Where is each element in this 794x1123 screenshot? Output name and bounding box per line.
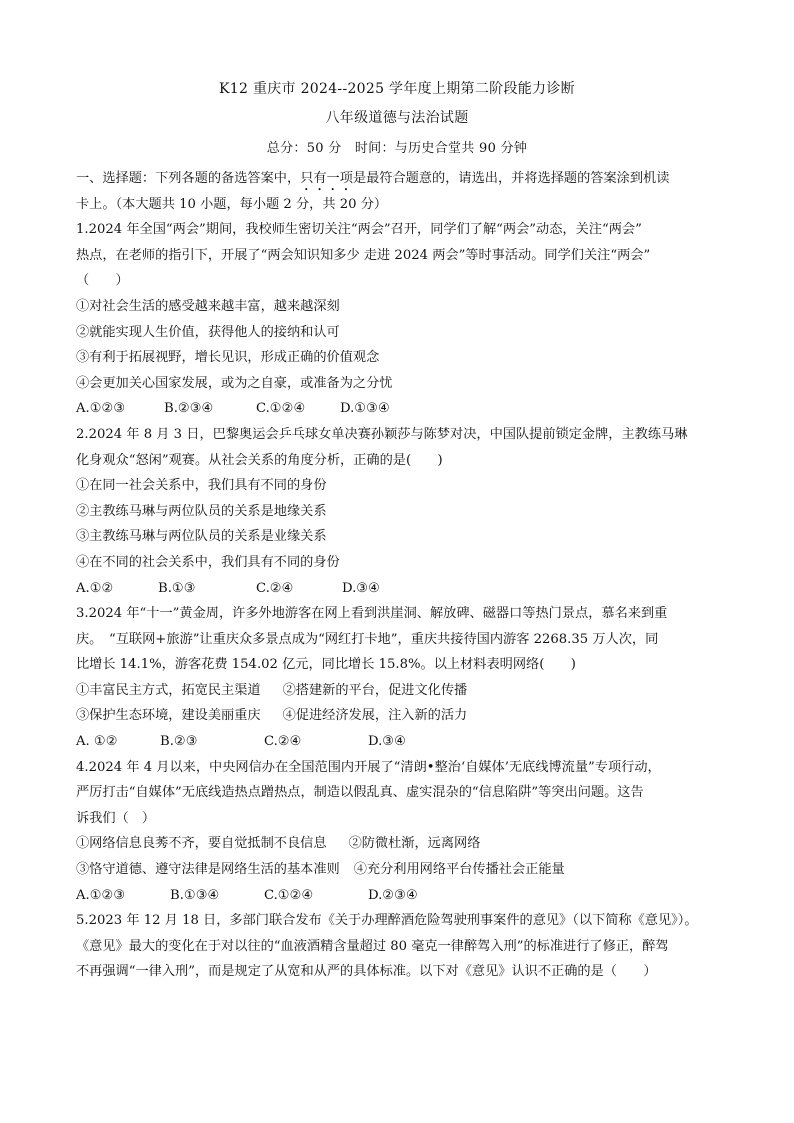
section-intro <box>76 166 726 192</box>
q3-statements-1-2 <box>76 678 726 704</box>
q2-stem-line2: 化身观众“怒闲”观赛。从社会关系的角度分析，正确的是( ) <box>76 452 443 468</box>
q4-statement-3: ③恪守道德、遵守法律是网络生活的基本准则 <box>76 862 340 878</box>
exam-subtitle: 八年级道德与法治试题 <box>325 110 469 126</box>
q3-option-b: B.②③ <box>160 734 198 750</box>
q3-statements-3-4 <box>76 703 726 729</box>
q2-option-d: D.③④ <box>342 580 380 596</box>
q3-option-c: C.②④ <box>264 734 302 750</box>
exam-meta: 总分：50 分 时间：与历史合堂共 90 分钟 <box>266 141 528 156</box>
q4-statements-3-4 <box>76 857 726 883</box>
q4-stem-line2: 严厉打击“自媒体”无底线造热点蹭热点，制造以假乱真、虚实混杂的“信息陷阱”等突出问题。这告 <box>76 785 644 801</box>
q3-options <box>76 729 726 755</box>
q1-options <box>76 396 726 422</box>
q1-stem-line1: 1.2024 年全国“两会”期间，我校师生密切关注“两会”召开，同学们了解“两会”动态，关注“两会” <box>76 222 642 238</box>
q4-stem-line3: 诉我们（ ） <box>76 810 156 826</box>
q1-statement-1: ①对社会生活的感受越来越丰富，越来越深刻 <box>76 298 340 314</box>
q4-options <box>76 883 726 909</box>
q1-stem-line3: （ ） <box>76 273 129 289</box>
q4-option-a: A.①②③ <box>76 887 126 903</box>
q3-statement-1: ①丰富民主方式，拓宽民主渠道 <box>76 682 261 698</box>
q2-option-c: C.②④ <box>256 580 294 596</box>
q2-option-b: B.①③ <box>158 580 196 596</box>
q2-options <box>76 576 726 602</box>
q5-stem-line2: 《意见》最大的变化在于对以往的“血液酒精含量超过 80 毫克一律醉驾入刑”的标准进行了修正，醉驾 <box>76 938 669 954</box>
section-intro-pre: 一、选择题：下列各题的备选答案中， <box>76 171 301 186</box>
q2-statement-1: ①在同一社会关系中，我们具有不同的身份 <box>76 478 327 494</box>
exam-body <box>76 166 726 985</box>
q3-statement-4: ④促进经济发展，注入新的活力 <box>282 708 468 724</box>
q3-stem-line1: 3.2024 年“十一”黄金周，许多外地游客在网上看到洪崖洞、解放碑、磁器口等热门景点，慕名来到重 <box>76 606 668 622</box>
q4-option-d: D.②③④ <box>368 887 418 903</box>
q4-statement-4: ④充分利用网络平台传播社会正能量 <box>353 862 565 878</box>
q3-stem-line3: 比增长 14.1%，游客花费 154.02 亿元，同比增长 15.8%。以上材料表明网络( ) <box>76 657 576 673</box>
q3-statement-2: ②搭建新的平台，促进文化传播 <box>282 682 468 698</box>
q4-option-b: B.①③④ <box>170 887 220 903</box>
q4-stem-line1: 4.2024 年 4 月以来，中央网信办在全国范围内开展了“清朗•整治‘自媒体’无底线博流量”专项行动， <box>76 759 661 775</box>
q1-option-a: A.①②③ <box>76 401 126 417</box>
q5-stem-line1: 5.2023 年 12 月 18 日，多部门联合发布《关于办理醉酒危险驾驶刑事案件的意见》（以下简称《意见》）。 <box>76 913 698 929</box>
q3-statement-3: ③保护生态环境，建设美丽重庆 <box>76 708 261 724</box>
q2-option-a: A.①② <box>76 580 114 596</box>
q3-option-a: A. ①② <box>76 734 118 750</box>
q3-option-d: D.③④ <box>368 734 406 750</box>
q4-statement-1: ①网络信息良莠不齐，要自觉抵制不良信息 <box>76 836 327 852</box>
q1-option-d: D.①③④ <box>340 401 390 417</box>
q2-statement-2: ②主教练马琳与两位队员的关系是地缘关系 <box>76 503 327 519</box>
q1-statement-3: ③有利于拓展视野，增长见识，形成正确的价值观念 <box>76 350 380 366</box>
exam-title: K12 重庆市 2024--2025 学年度上期第二阶段能力诊断 <box>219 81 575 97</box>
q1-option-c: C.①②④ <box>256 401 306 417</box>
q1-option-b: B.②③④ <box>164 401 214 417</box>
q3-stem-line2: 庆。 “互联网+旅游”让重庆众多景点成为“网红打卡地”，重庆共接待国内游客 2268.35 万人次，同 <box>76 631 659 647</box>
section-intro-emphasis: 只有一项 <box>300 171 353 186</box>
q1-statement-4: ④会更加关心国家发展，或为之自豪，或准备为之分忧 <box>76 375 393 391</box>
q4-option-c: C.①②④ <box>264 887 314 903</box>
q5-stem-line3: 不再强调“一律入刑”，而是规定了从宽和从严的具体标准。以下对《意见》认识不正确的是（ ） <box>76 964 657 980</box>
section-intro-line2: 卡上。（本大题共 10 小题，每小题 2 分，共 20 分） <box>76 196 388 212</box>
q2-statement-3: ③主教练马琳与两位队员的关系是业缘关系 <box>76 529 327 545</box>
q1-stem-line2: 热点，在老师的指引下，开展了“两会知识知多少 走进 2024 两会”等时事活动。同学们关注“两会” <box>76 247 651 263</box>
q4-statement-2: ②防微杜渐，远离网络 <box>348 836 481 852</box>
section-intro-post: 是最符合题意的，请选出，并将选择题的答案涂到机读 <box>352 171 670 186</box>
q2-statement-4: ④在不同的社会关系中，我们具有不同的身份 <box>76 554 340 570</box>
q2-stem-line1: 2.2024 年 8 月 3 日，巴黎奥运会乒乓球女单决赛孙颖莎与陈梦对决，中国队提前锁定金牌，主教练马琳 <box>76 426 688 442</box>
q4-statements-1-2 <box>76 831 726 857</box>
q1-statement-2: ②就能实现人生价值，获得他人的接纳和认可 <box>76 324 340 340</box>
